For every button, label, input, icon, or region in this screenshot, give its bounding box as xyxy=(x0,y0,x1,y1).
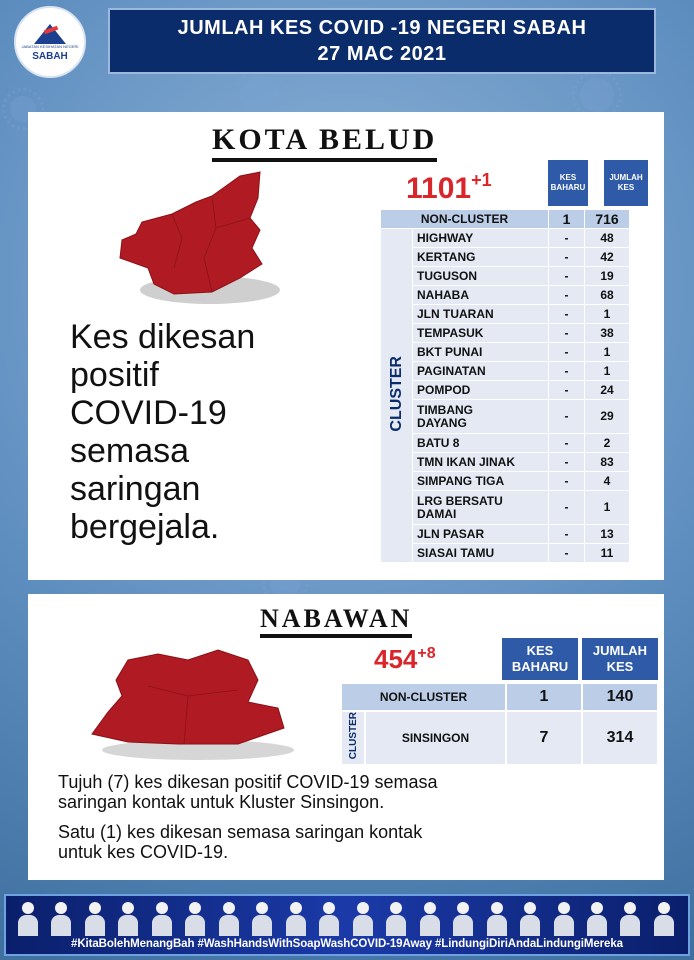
non-cluster-row xyxy=(341,683,658,711)
table-row xyxy=(381,286,630,305)
frontliner-icon xyxy=(585,900,609,936)
cluster-new: - xyxy=(549,381,585,400)
cluster-total: 1 xyxy=(585,305,630,324)
district-title: KOTA BELUD xyxy=(212,122,437,162)
cluster-name: SINSINGON xyxy=(365,711,506,765)
frontliner-icon xyxy=(384,900,408,936)
frontliner-icon xyxy=(183,900,207,936)
frontliner-icon xyxy=(652,900,676,936)
cluster-label: CLUSTER xyxy=(341,711,365,765)
virus-decoration xyxy=(580,78,614,112)
non-cluster-row xyxy=(381,210,630,229)
cluster-new: - xyxy=(549,491,585,525)
cluster-total: 38 xyxy=(585,324,630,343)
cluster-new: - xyxy=(549,434,585,453)
frontliner-icon xyxy=(49,900,73,936)
cluster-new: - xyxy=(549,286,585,305)
non-cluster-label: NON-CLUSTER xyxy=(381,210,549,229)
cluster-new: - xyxy=(549,362,585,381)
kota-belud-panel xyxy=(28,112,664,580)
header-jumlah-kes: JUMLAH KES xyxy=(582,638,658,680)
kota-belud-map xyxy=(112,168,302,308)
cluster-total: 29 xyxy=(585,400,630,434)
cluster-total: 24 xyxy=(585,381,630,400)
frontliner-icon xyxy=(150,900,174,936)
cluster-name: TUGUSON xyxy=(413,267,549,286)
table-row xyxy=(381,472,630,491)
cluster-new: - xyxy=(549,267,585,286)
cluster-total: 13 xyxy=(585,525,630,544)
frontliner-icon xyxy=(250,900,274,936)
table-row xyxy=(381,324,630,343)
non-cluster-label: NON-CLUSTER xyxy=(341,683,506,711)
table-row xyxy=(381,525,630,544)
cluster-new: 7 xyxy=(506,711,582,765)
table-row xyxy=(381,343,630,362)
table-row xyxy=(381,248,630,267)
cluster-total: 48 xyxy=(585,229,630,248)
table-row xyxy=(381,305,630,324)
cluster-new: - xyxy=(549,525,585,544)
cluster-name: PAGINATAN xyxy=(413,362,549,381)
jkn-sabah-logo xyxy=(14,6,86,78)
mountain-icon xyxy=(30,22,70,44)
frontliner-icon xyxy=(217,900,241,936)
cluster-new: - xyxy=(549,305,585,324)
total-cases xyxy=(374,644,436,675)
table-row xyxy=(381,267,630,286)
cluster-new: - xyxy=(549,453,585,472)
cluster-new: - xyxy=(549,400,585,434)
nabawan-table xyxy=(340,682,659,766)
cluster-name: LRG BERSATU DAMAI xyxy=(413,491,549,525)
frontliner-icon xyxy=(518,900,542,936)
frontliner-icon xyxy=(284,900,308,936)
frontliner-icon xyxy=(16,900,40,936)
non-cluster-total: 716 xyxy=(585,210,630,229)
nabawan-note-2: Satu (1) kes dikesan semasa saringan kontak untuk kes COVID-19. xyxy=(58,822,423,862)
nabawan-map xyxy=(88,646,298,764)
cluster-total: 83 xyxy=(585,453,630,472)
table-row xyxy=(341,711,658,765)
table-row xyxy=(381,491,630,525)
logo-text: SABAH xyxy=(32,51,68,62)
cluster-name: JLN TUARAN xyxy=(413,305,549,324)
table-row xyxy=(381,229,630,248)
table-row xyxy=(381,434,630,453)
cluster-new: - xyxy=(549,544,585,563)
non-cluster-total: 140 xyxy=(582,683,658,711)
frontliner-icon xyxy=(618,900,642,936)
header-kes-baharu: KES BAHARU xyxy=(502,638,578,680)
cluster-total: 4 xyxy=(585,472,630,491)
frontliner-icon xyxy=(351,900,375,936)
cluster-label: CLUSTER xyxy=(381,229,413,563)
cluster-new: - xyxy=(549,343,585,362)
nabawan-note-1: Tujuh (7) kes dikesan positif COVID-19 semasa saringan kontak untuk Kluster Sinsingon. xyxy=(58,772,438,812)
non-cluster-new: 1 xyxy=(506,683,582,711)
frontliner-icon xyxy=(83,900,107,936)
table-row xyxy=(381,381,630,400)
total-new-value: +8 xyxy=(417,645,436,662)
cluster-name: BKT PUNAI xyxy=(413,343,549,362)
total-value: 454 xyxy=(374,644,418,674)
header-banner xyxy=(108,8,656,74)
kota-belud-table xyxy=(380,209,630,563)
footer-hashtags: #KitaBolehMenangBah #WashHandsWithSoapWashCOVID-19Away #LindungiDiriAndaLindungiMereka xyxy=(71,938,623,950)
cluster-total: 314 xyxy=(582,711,658,765)
total-value: 1101 xyxy=(406,172,472,205)
header-kes-baharu: KES BAHARU xyxy=(548,160,588,206)
frontliner-icon xyxy=(317,900,341,936)
cluster-total: 42 xyxy=(585,248,630,267)
header-jumlah-kes: JUMLAH KES xyxy=(604,160,648,206)
page-date: 27 MAC 2021 xyxy=(317,43,447,65)
frontliner-icon xyxy=(552,900,576,936)
cluster-total: 19 xyxy=(585,267,630,286)
cluster-name: BATU 8 xyxy=(413,434,549,453)
cluster-name: TMN IKAN JINAK xyxy=(413,453,549,472)
cluster-name: JLN PASAR xyxy=(413,525,549,544)
cluster-total: 2 xyxy=(585,434,630,453)
total-cases xyxy=(406,170,492,206)
cluster-name: TEMPASUK xyxy=(413,324,549,343)
cluster-name: HIGHWAY xyxy=(413,229,549,248)
virus-decoration xyxy=(240,76,280,116)
cluster-total: 1 xyxy=(585,491,630,525)
cluster-name: POMPOD xyxy=(413,381,549,400)
frontliner-icon xyxy=(418,900,442,936)
footer-banner xyxy=(4,894,690,956)
cluster-name: SIASAI TAMU xyxy=(413,544,549,563)
cluster-new: - xyxy=(549,324,585,343)
kota-belud-description: Kes dikesan positif COVID-19 semasa saringan bergejala. xyxy=(70,318,256,546)
cluster-total: 68 xyxy=(585,286,630,305)
cluster-new: - xyxy=(549,229,585,248)
cluster-total: 1 xyxy=(585,362,630,381)
district-title: NABAWAN xyxy=(260,604,412,638)
non-cluster-new: 1 xyxy=(549,210,585,229)
logo-subtext: JABATAN KESIHATAN NEGERI xyxy=(21,44,79,49)
cluster-total: 11 xyxy=(585,544,630,563)
total-new-value: +1 xyxy=(471,170,492,190)
frontliner-icon xyxy=(485,900,509,936)
cluster-new: - xyxy=(549,248,585,267)
table-row xyxy=(381,453,630,472)
nabawan-panel xyxy=(28,594,664,880)
cluster-total: 1 xyxy=(585,343,630,362)
cluster-new: - xyxy=(549,472,585,491)
frontliner-icons xyxy=(16,900,676,936)
cluster-name: TIMBANG DAYANG xyxy=(413,400,549,434)
page-title: JUMLAH KES COVID -19 NEGERI SABAH xyxy=(177,17,587,39)
frontliner-icon xyxy=(116,900,140,936)
cluster-name: SIMPANG TIGA xyxy=(413,472,549,491)
table-row xyxy=(381,362,630,381)
cluster-name: NAHABA xyxy=(413,286,549,305)
cluster-name: KERTANG xyxy=(413,248,549,267)
table-row xyxy=(381,400,630,434)
table-row xyxy=(381,544,630,563)
frontliner-icon xyxy=(451,900,475,936)
